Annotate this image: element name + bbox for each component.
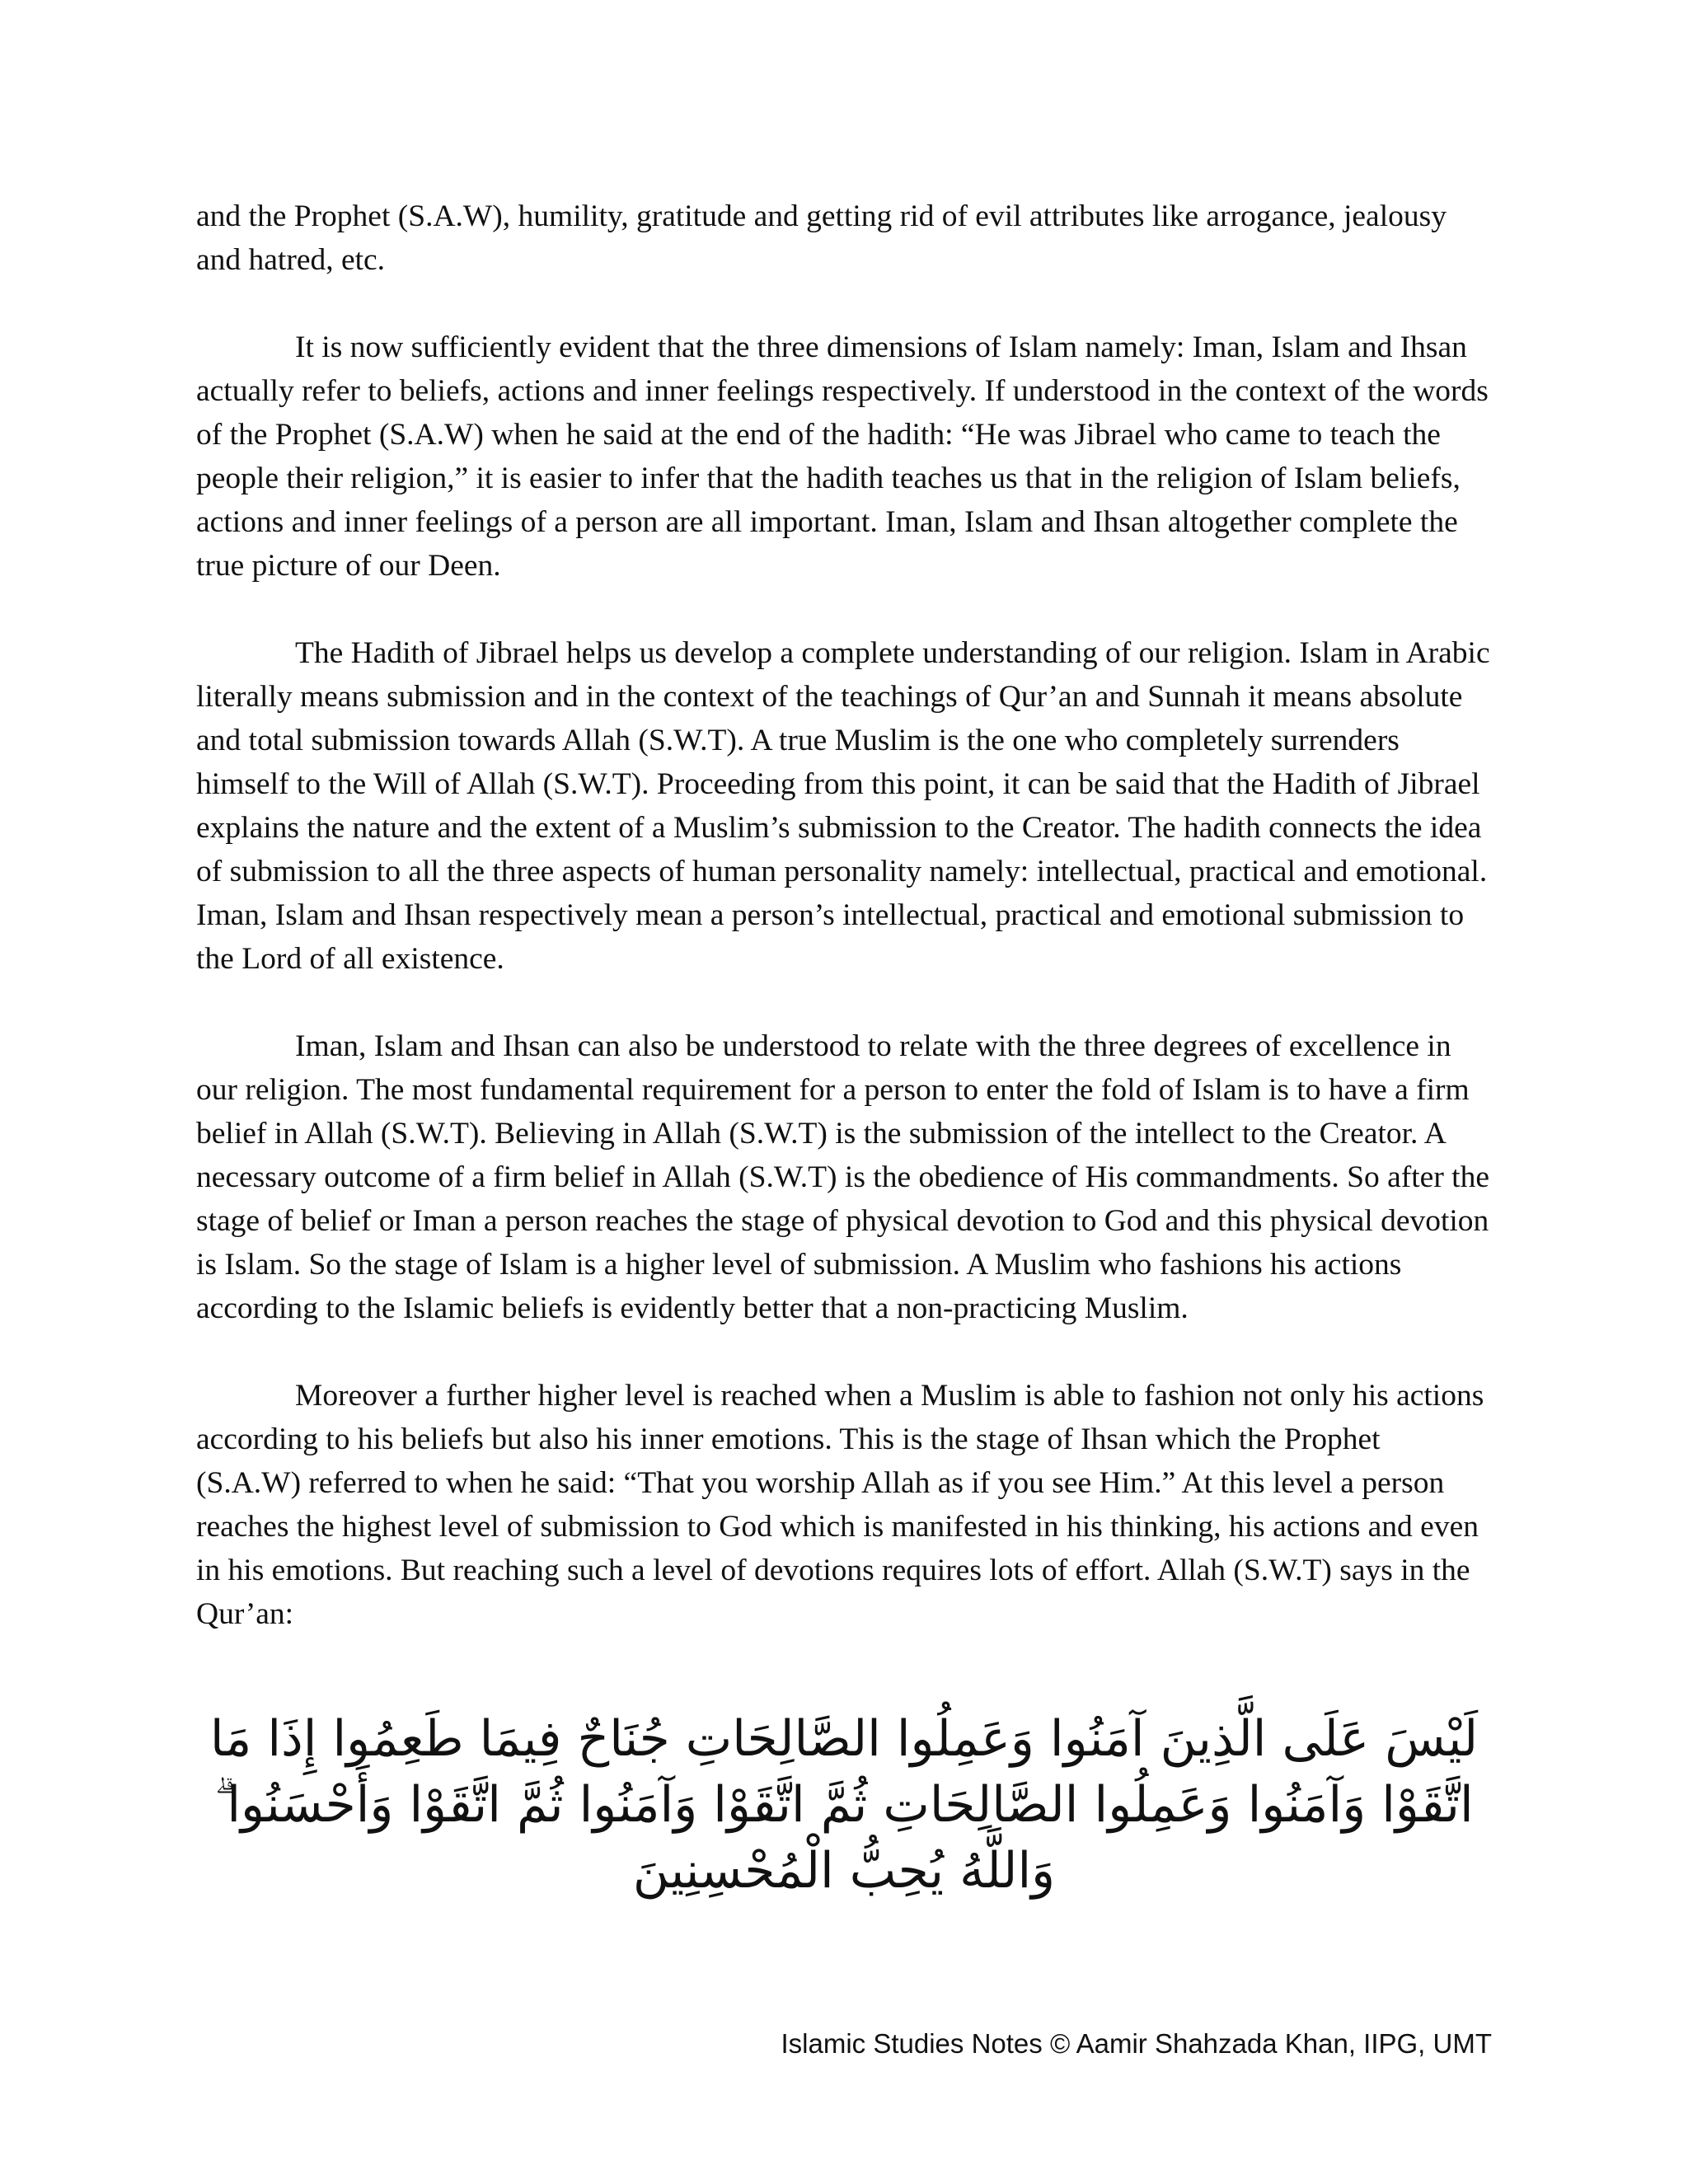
paragraph-hadith-of-jibrael: The Hadith of Jibrael helps us develop a complete understanding of our religion. Islam in Arabic literally means submission and in the context of the teachings of Qur’an and Sunnah it means absolute and total submission towards Allah (S.W.T). A true Muslim is the one who completely surrenders himself to the Will of Allah (S.W.T). Proceeding from this point, it can be said that the Hadith of Jibrael explains the nature and the extent of a Muslim’s submission to the Creator. The hadith connects the idea of submission to all the three aspects of human personality namely: intellectual, practical and emotional. Iman, Islam and Ihsan respectively mean a person’s intellectual, practical and emotional submission to the Lord of all existence. <box>196 636 1490 976</box>
document-body <box>196 194 1492 1680</box>
paragraph-continuation: and the Prophet (S.A.W), humility, gratitude and getting rid of evil attributes like arrogance, jealousy and hatred, etc. <box>196 199 1447 277</box>
page-footer: Islamic Studies Notes © Aamir Shahzada Khan, IIPG, UMT <box>781 2028 1492 2059</box>
quran-verse-arabic: لَيْسَ عَلَى الَّذِينَ آمَنُوا وَعَمِلُوا الصَّالِحَاتِ جُنَاحٌ فِيمَا طَعِمُوا إِذَا مَا اتَّقَوْا وَآمَنُوا وَعَمِلُوا الصَّالِحَاتِ ثُمَّ اتَّقَوْا وَآمَنُوا ثُمَّ اتَّقَوْا وَأَحْسَنُوا ۗ وَاللَّهُ يُحِبُّ الْمُحْسِنِينَ <box>209 1710 1479 1900</box>
paragraph-stage-of-ihsan: Moreover a further higher level is reached when a Muslim is able to fashion not only his actions according to his beliefs but also his inner emotions. This is the stage of Ihsan which the Prophet (S.A.W) referred to when he said: “That you worship Allah as if you see Him.” At this level a person reaches the highest level of submission to God which is manifested in his thinking, his actions and even in his emotions. But reaching such a level of devotions requires lots of effort. Allah (S.W.T) says in the Qur’an: <box>196 1379 1484 1631</box>
paragraph-three-dimensions: It is now sufficiently evident that the three dimensions of Islam namely: Iman, Islam and Ihsan actually refer to beliefs, actions and inner feelings respectively. If understood in the context of the words of the Prophet (S.A.W) when he said at the end of the hadith: “He was Jibrael who came to teach the people their religion,” it is easier to infer that the hadith teaches us that in the religion of Islam beliefs, actions and inner feelings of a person are all important. Iman, Islam and Ihsan altogether complete the true picture of our Deen. <box>196 330 1489 583</box>
paragraph-degrees-of-excellence: Iman, Islam and Ihsan can also be understood to relate with the three degrees of excellence in our religion. The most fundamental requirement for a person to enter the fold of Islam is to have a firm belief in Allah (S.W.T). Believing in Allah (S.W.T) is the submission of the intellect to the Creator. A necessary outcome of a firm belief in Allah (S.W.T) is the obedience of His commandments. So after the stage of belief or Iman a person reaches the stage of physical devotion to God and this physical devotion is Islam. So the stage of Islam is a higher level of submission. A Muslim who fashions his actions according to the Islamic beliefs is evidently better that a non-practicing Muslim. <box>196 1029 1489 1325</box>
